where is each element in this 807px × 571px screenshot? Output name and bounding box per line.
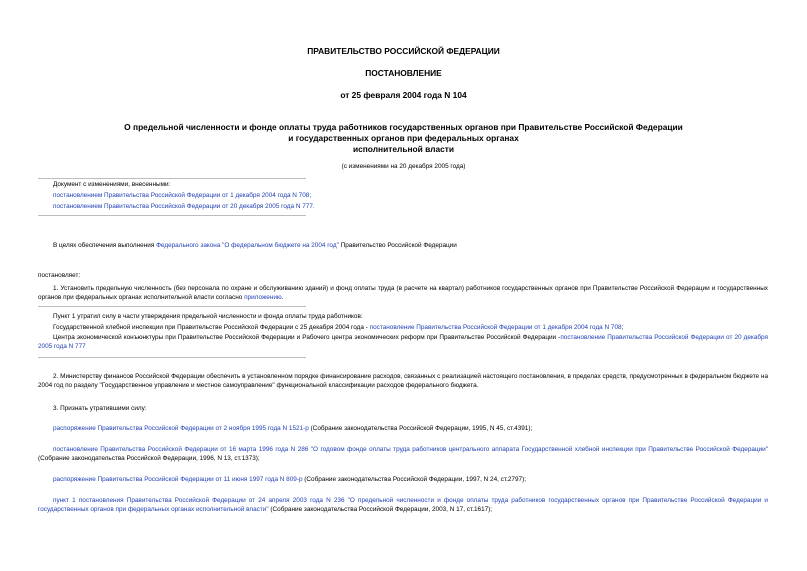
repeal-link-1[interactable]: распоряжение Правительства Российской Федерации от 2 ноября 1995 года N 1521-р: [53, 425, 309, 432]
title-line-3: исполнительной власти: [352, 144, 455, 154]
item-1: [38, 284, 768, 302]
repeal-entry-1: [38, 424, 768, 433]
government-name: ПРАВИТЕЛЬСТВО РОССИЙСКОЙ ФЕДЕРАЦИИ: [307, 46, 500, 56]
repeal-link-4[interactable]: пункт 1 постановления Правительства Российской Федерации от 24 апреля 2003 года N 236 "О предельной численности и фонде оплаты труда работников государственных органов при Правительстве Российской Федерации и государственных органов при федеральных органах исполнительной власти": [38, 497, 768, 514]
preamble-prefix: В целях обеспечения выполнения: [53, 242, 157, 249]
date-number: от 25 февраля 2004 года N 104: [340, 90, 467, 100]
repeal-text-2: (Собрание законодательства Российской Федерации, 1996, N 13, ст.1373);: [38, 455, 260, 463]
note-line-2: [53, 323, 623, 332]
repeal-entry-4: [38, 496, 768, 514]
document-type: ПОСТАНОВЛЕНИЕ: [365, 68, 442, 78]
note-line-1: Пункт 1 утратил силу в части утверждения предельной численности и фонда оплаты труда работников:: [53, 313, 363, 320]
note-line-2-text: Государственной хлебной инспекции при Правительстве Российской Федерации с 25 декабря 2004 года -: [53, 324, 370, 331]
changes-intro: Документ с изменениями, внесенными:: [53, 181, 171, 188]
title-line-1: О предельной численности и фонде оплаты труда работников государственных органов при Правительстве Российской Федерации: [124, 122, 683, 132]
repeal-entry-3: [38, 475, 768, 484]
resolves-text: постановляет:: [38, 272, 81, 279]
item-3-heading: 3. Признать утратившими силу:: [53, 405, 147, 412]
change-link-777[interactable]: постановлением Правительства Российской Федерации от 20 декабря 2005 года N 777.: [53, 203, 315, 210]
divider-bottom: [38, 215, 306, 216]
item-1-text: 1. Установить предельную численность (без персонала по охране и обслуживанию зданий) и фонд оплаты труда (в расчете на квартал) работников государственных органов при Правительстве Российской Федерации и государственных органов при федеральных органах исполнительной власти согласно: [38, 285, 768, 302]
note-line-2-end: ;: [621, 324, 624, 331]
change-link-708[interactable]: постановлением Правительства Российской Федерации от 1 декабря 2004 года N 708;: [53, 192, 312, 199]
note-divider-bottom: [38, 357, 306, 358]
title-line-2: и государственных органов при федеральных органах: [288, 133, 519, 143]
note-line-3-text: Центра экономической конъюнктуры при Правительстве Российской Федерации и Рабочего центра экономических реформ при Правительстве Российской Федерации -: [53, 334, 561, 341]
repeal-text-3: (Собрание законодательства Российской Федерации, 1997, N 24, ст.2797);: [302, 476, 526, 483]
repeal-entry-2: [38, 445, 768, 463]
appendix-link[interactable]: приложению: [244, 294, 282, 302]
repeal-link-3[interactable]: распоряжение Правительства Российской Федерации от 11 июня 1997 года N 809-р: [53, 476, 303, 483]
divider-top: [38, 178, 306, 179]
note-line-3: [38, 333, 768, 351]
item-2: 2. Министерству финансов Российской Федерации обеспечить в установленном порядке финансирование расходов, связанных с реализацией настоящего постановления, в пределах средств, предусмотренных в федеральном бюджете на 2004 год по разделу "Государственное управление и местное самоуправление" функциональной классификации расходов федерального бюджета.: [38, 373, 768, 390]
note-link-708[interactable]: постановление Правительства Российской Федерации от 1 декабря 2004 года N 708: [369, 324, 622, 331]
item-1-end: .: [281, 294, 284, 302]
budget-law-link[interactable]: Федерального закона "О федеральном бюджете на 2004 год": [156, 242, 339, 249]
repeal-link-2[interactable]: постановление Правительства Российской Федерации от 16 марта 1996 года N 286 "О годовом фонде оплаты труда работников центрального аппарата Государственной хлебной инспекции при Правительстве Российской Федерации": [53, 446, 768, 453]
preamble: [53, 241, 457, 250]
note-divider-top: [38, 306, 306, 307]
repeal-text-4: (Собрание законодательства Российской Федерации, 2003, N 17, ст.1617);: [268, 506, 493, 514]
revision-note: (с изменениями на 20 декабря 2005 года): [341, 163, 466, 170]
note-link-777[interactable]: постановление Правительства Российской Федерации от 20 декабря 2005 года N 777: [38, 334, 768, 351]
repeal-text-1: (Собрание законодательства Российской Федерации, 1995, N 45, ст.4391);: [308, 425, 533, 432]
preamble-suffix: Правительство Российской Федерации: [338, 242, 457, 249]
